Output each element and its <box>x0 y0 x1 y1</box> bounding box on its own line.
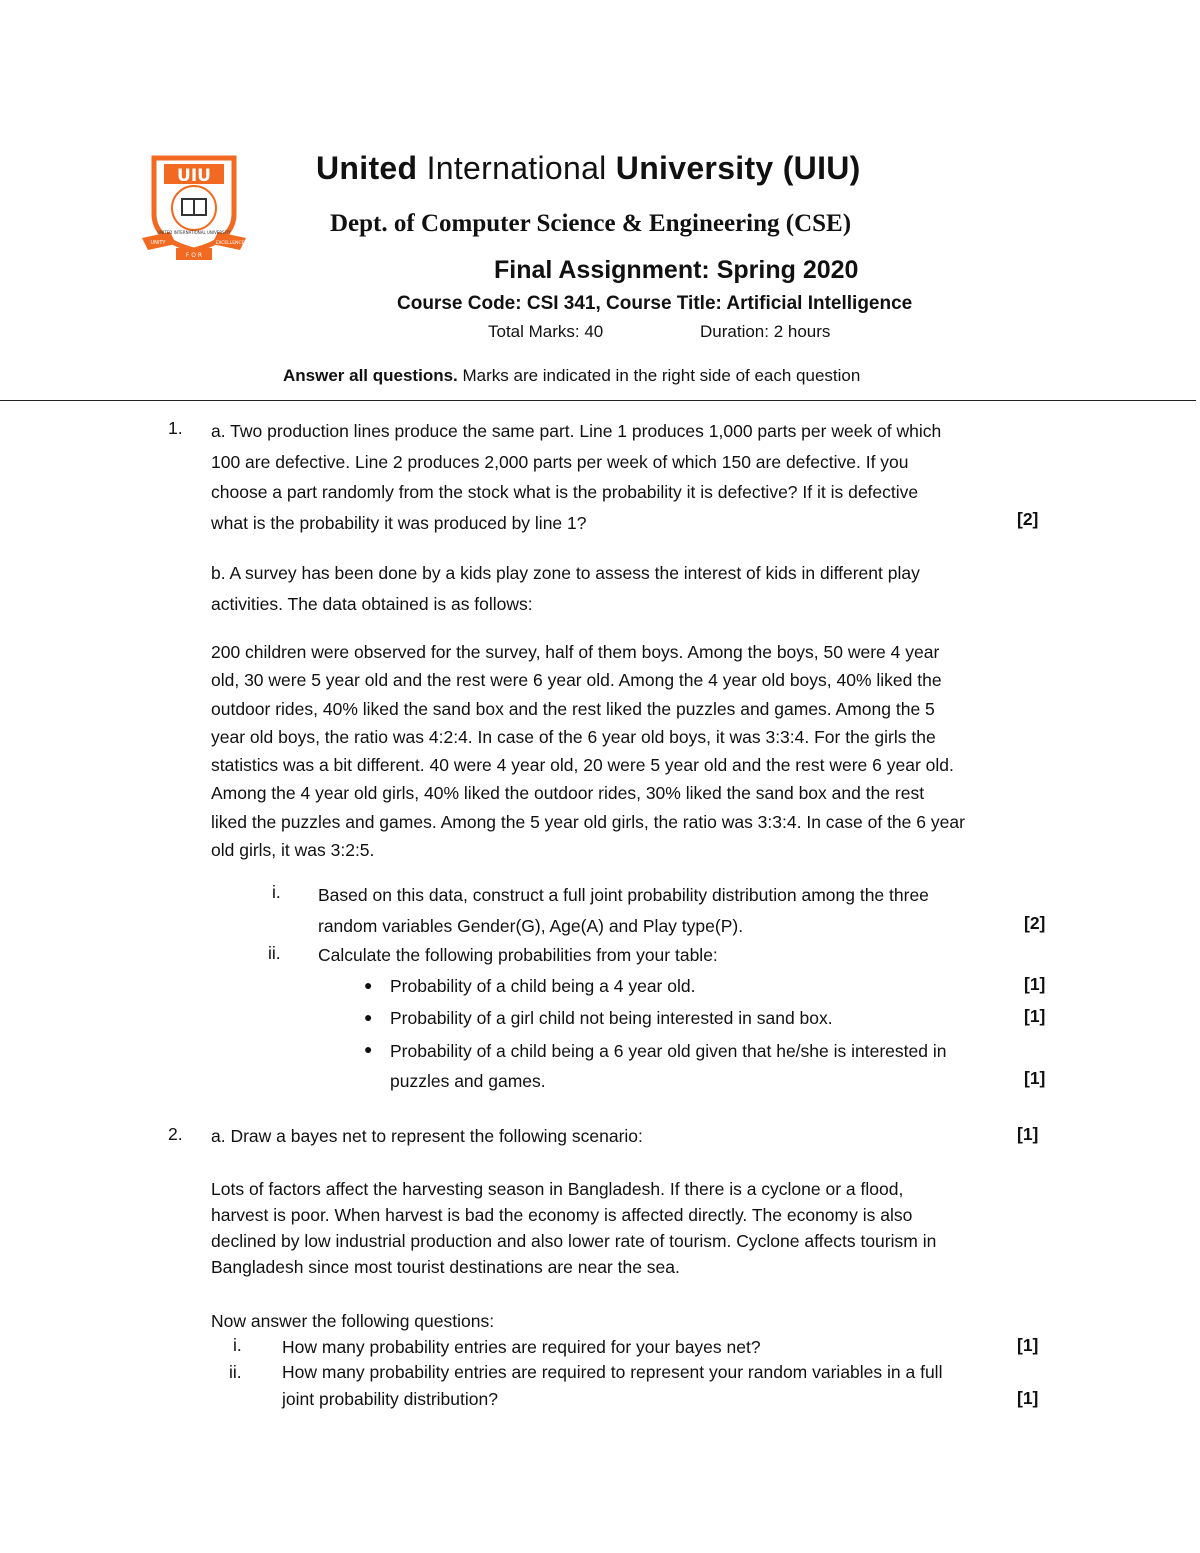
header-divider <box>0 400 1196 401</box>
bullet-mark: [1] <box>1024 974 1046 994</box>
bullet-item: Probability of a girl child not being interested in sand box. <box>390 1008 833 1028</box>
department-title: Dept. of Computer Science & Engineering (CSE) <box>330 210 852 237</box>
sub-question-number: i. <box>272 882 281 902</box>
uiu-logo <box>140 152 248 264</box>
instructions: Answer all questions. Marks are indicated in the right side of each question <box>283 366 861 385</box>
course-info: Course Code: CSI 341, Course Title: Artificial Intelligence <box>397 293 913 314</box>
bullet-mark: [1] <box>1024 1006 1046 1026</box>
q2a-mark: [1] <box>1017 1124 1039 1144</box>
duration: Duration: 2 hours <box>700 322 831 341</box>
q2-ii-text: How many probability entries are required to represent your random variables in a full joint probability distribution? <box>282 1362 943 1409</box>
logo-ring-text: UNITED INTERNATIONAL UNIVERSITY <box>157 230 231 235</box>
q2-i-mark: [1] <box>1017 1335 1039 1355</box>
q1a-mark: [2] <box>1017 509 1039 529</box>
bullet-item: Probability of a child being a 6 year old given that he/she is interested in puzzles and games. <box>390 1041 947 1091</box>
q1b-ii-text: Calculate the following probabilities from your table: <box>318 945 718 965</box>
logo-ribbon-left: UNITY <box>150 240 166 246</box>
q1b-data: 200 children were observed for the survey, half of them boys. Among the boys, 50 were 4 year old, 30 were 5 year old and the rest were 6 year old. Among the 4 year old boys, 40% liked the outdoor rides, 40% liked the sand box and the rest liked the puzzles and games. Among the 5 year old boys, the ratio was 4:2:4. In case of the 6 year old boys, it was 3:3:4. For the girls the statistics was a bit different. 40 were 4 year old, 20 were 5 year old and the rest were 6 year old. Among the 4 year old girls, 40% liked the outdoor rides, 30% liked the sand box and the rest liked the puzzles and games. Among the 5 year old girls, the ratio was 3:3:4. In case of the 6 year old girls, it was 3:2:5. <box>211 642 965 861</box>
question-number: 1. <box>168 418 183 438</box>
bullet-mark: [1] <box>1024 1068 1046 1088</box>
q1b-i-text: Based on this data, construct a full joint probability distribution among the three random variables Gender(G), Age(A) and Play type(P). <box>318 885 929 936</box>
bullet-icon: ● <box>364 977 373 993</box>
question-number: 2. <box>168 1124 183 1144</box>
q2-now-text: Now answer the following questions: <box>211 1311 495 1331</box>
logo-ribbon-bottom: F O R <box>185 252 203 259</box>
assignment-title: Final Assignment: Spring 2020 <box>494 256 859 284</box>
q2-ii-mark: [1] <box>1017 1388 1039 1408</box>
q1b-intro: b. A survey has been done by a kids play zone to assess the interest of kids in different play activities. The data obtained is as follows: <box>211 563 920 614</box>
bullet-item: Probability of a child being a 4 year old. <box>390 976 696 996</box>
q1a-text: a. Two production lines produce the same part. Line 1 produces 1,000 parts per week of which 100 are defective. Line 2 produces 2,000 parts per week of which 150 are defective. If you choose a part randomly from the stock what is the probability it is defective? If it is defective what is the probability it was produced by line 1? <box>211 421 942 533</box>
q1b-i-mark: [2] <box>1024 913 1046 933</box>
total-marks: Total Marks: 40 <box>488 322 604 341</box>
logo-text: UIU <box>177 166 211 186</box>
logo-ribbon-right: EXCELLENCE <box>215 241 245 246</box>
sub-question-number: ii. <box>229 1362 242 1382</box>
bullet-icon: ● <box>364 1041 373 1057</box>
sub-question-number: ii. <box>268 943 281 963</box>
sub-question-number: i. <box>233 1335 242 1355</box>
university-name: United International University (UIU) <box>316 150 861 186</box>
q2a-text: a. Draw a bayes net to represent the following scenario: <box>211 1126 643 1146</box>
bullet-icon: ● <box>364 1009 373 1025</box>
q2-scenario: Lots of factors affect the harvesting season in Bangladesh. If there is a cyclone or a flood, harvest is poor. When harvest is bad the economy is affected directly. The economy is also declined by low industrial production and also lower rate of tourism. Cyclone affects tourism in Bangladesh since most tourist destinations are near the sea. <box>211 1179 937 1277</box>
q2-i-text: How many probability entries are required for your bayes net? <box>282 1337 761 1357</box>
